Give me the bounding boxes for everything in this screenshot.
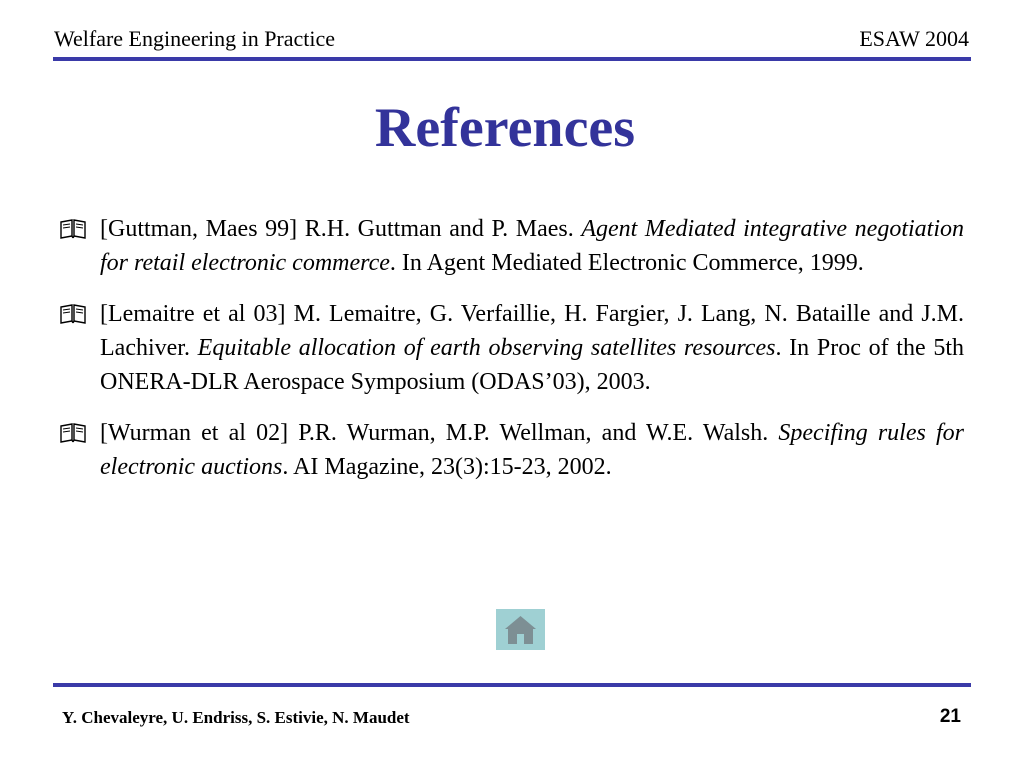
reference-text: [100, 297, 964, 399]
reference-title: Agent Mediated integrative negotiation for retail electronic commerce: [100, 216, 965, 276]
reference-title: Specifing rules for electronic auctions: [100, 420, 964, 480]
reference-source: . AI Magazine, 23(3):15-23, 2002.: [282, 454, 612, 480]
home-button[interactable]: [496, 609, 545, 650]
open-book-icon: [60, 212, 100, 245]
reference-source: . In Agent Mediated Electronic Commerce, 1999.: [389, 250, 864, 276]
header-divider: [53, 57, 971, 61]
reference-title: Equitable allocation of earth observing satellites resources: [197, 335, 776, 361]
reference-list: [60, 212, 964, 501]
open-book-icon: [60, 297, 100, 330]
home-icon: [496, 609, 545, 650]
reference-item: [60, 297, 964, 399]
slide-title: References: [374, 97, 636, 159]
reference-text: [100, 416, 964, 484]
page-number: 21: [939, 706, 961, 727]
reference-item: [60, 212, 964, 280]
reference-text: [100, 212, 964, 280]
slide-header-title: Welfare Engineering in Practice: [54, 26, 336, 51]
reference-citation: [Guttman, Maes 99] R.H. Guttman and P. Maes.: [100, 216, 582, 242]
open-book-icon: [60, 416, 100, 449]
footer-authors: Y. Chevaleyre, U. Endriss, S. Estivie, N. Maudet: [62, 708, 410, 727]
reference-citation: [Lemaitre et al 03] M. Lemaitre, G. Verfaillie, H. Fargier, J. Lang, N. Bataille and J.M. Lachiver.: [100, 301, 964, 361]
slide-header-event: ESAW 2004: [859, 26, 969, 51]
reference-item: [60, 416, 964, 484]
reference-source: . In Proc of the 5th ONERA-DLR Aerospace Symposium (ODAS’03), 2003.: [100, 335, 964, 395]
footer-divider: [53, 683, 971, 687]
reference-citation: [Wurman et al 02] P.R. Wurman, M.P. Wellman, and W.E. Walsh.: [100, 420, 779, 446]
